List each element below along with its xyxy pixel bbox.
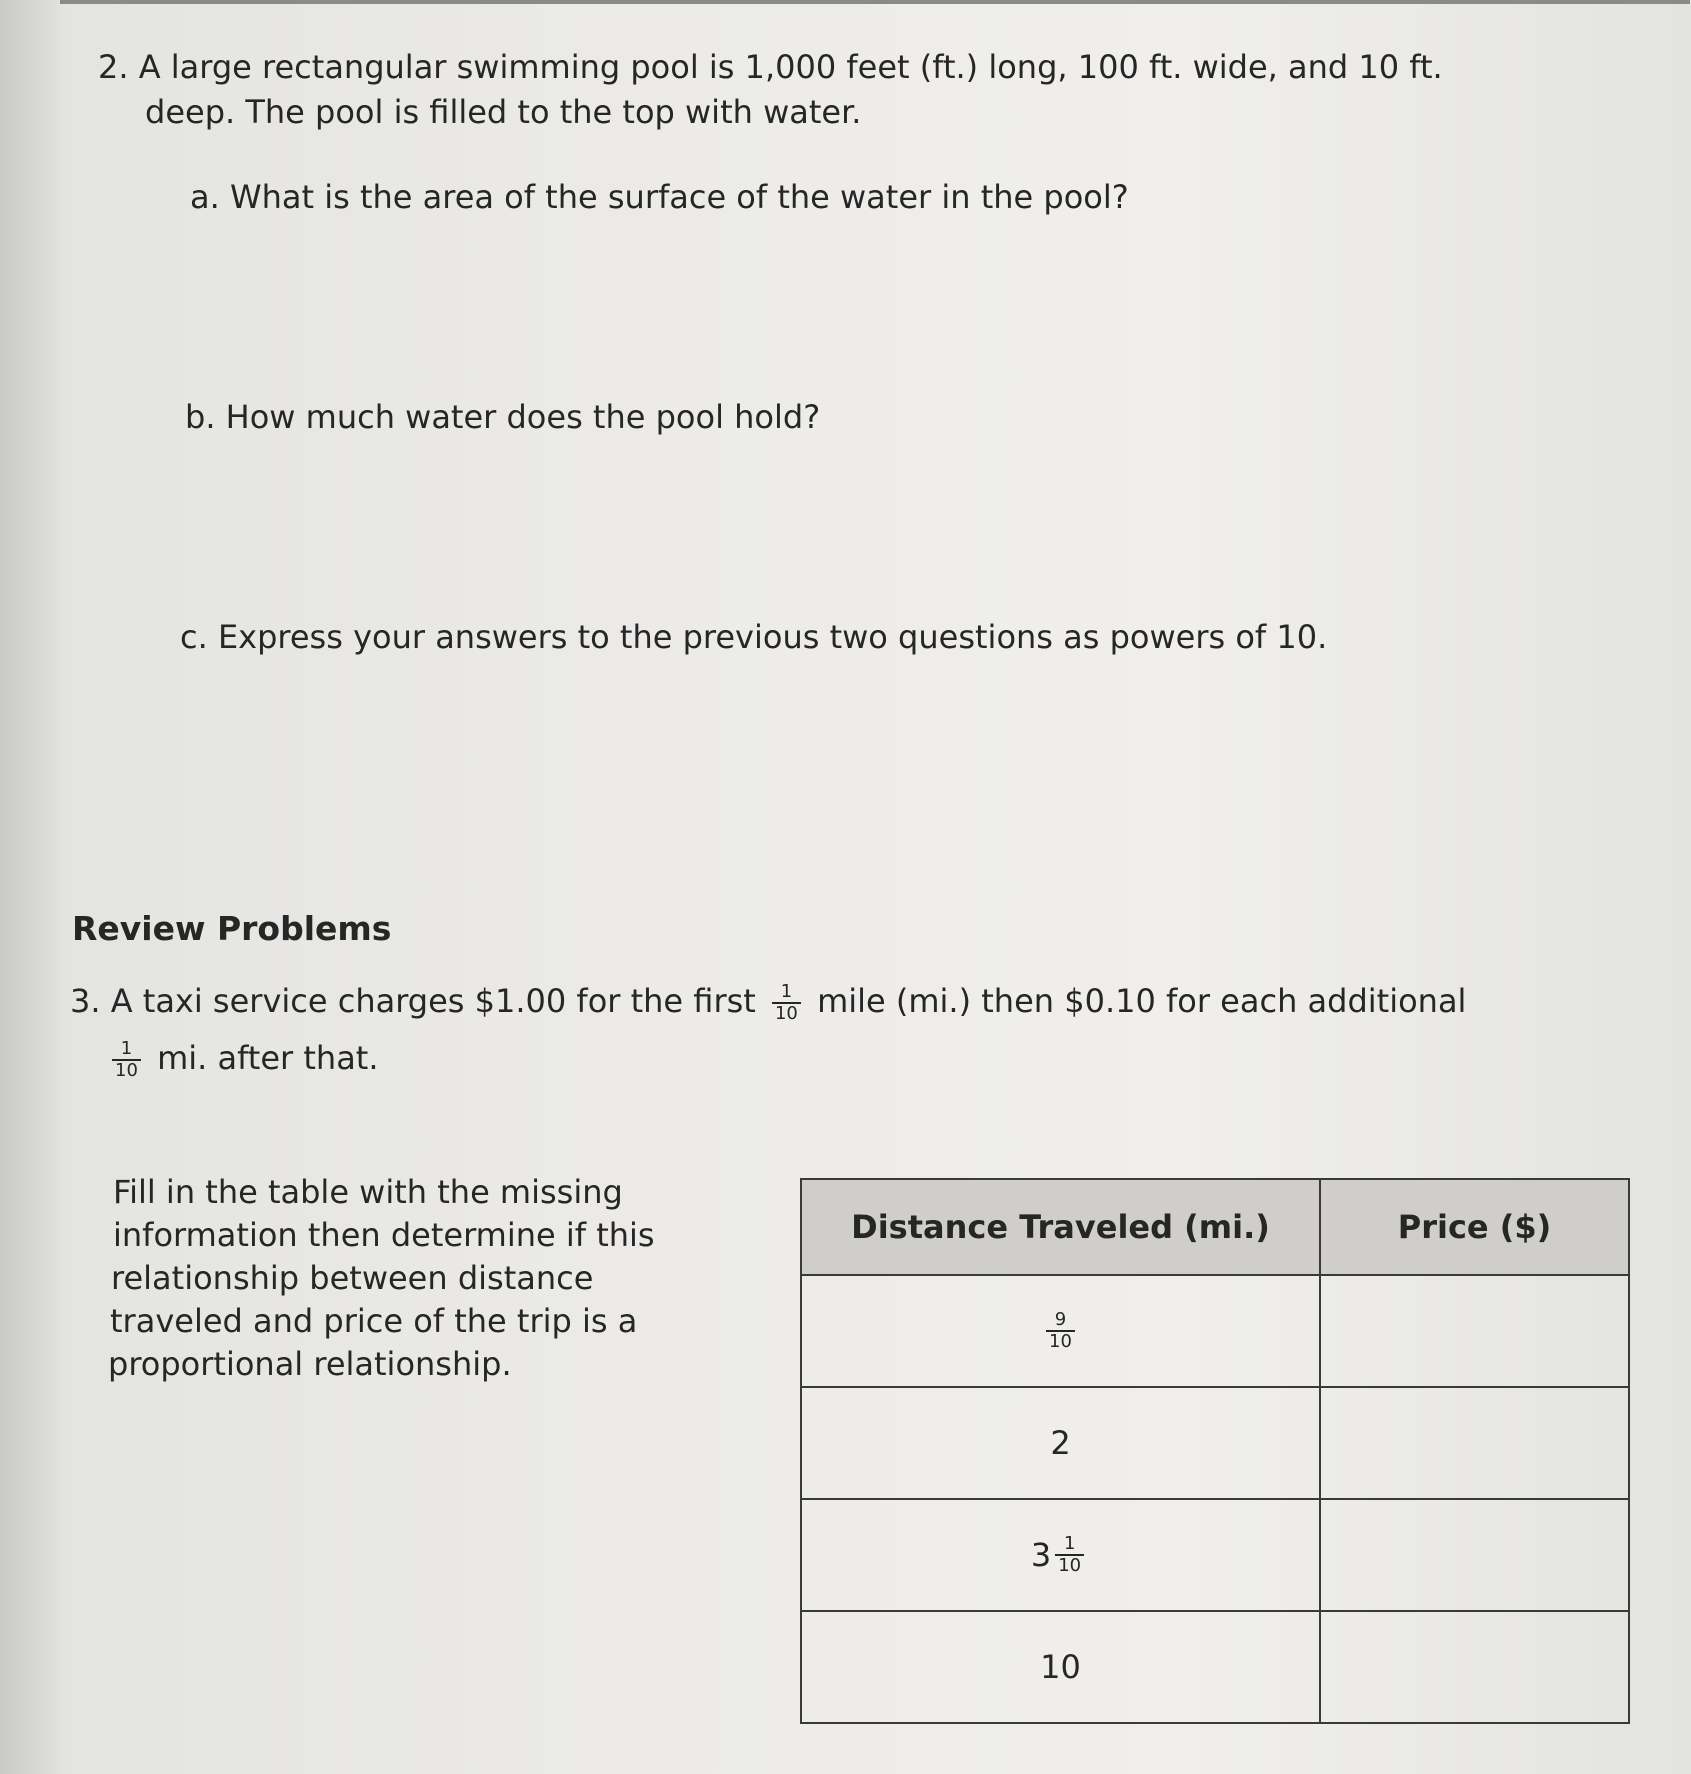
question-2-line-2: deep. The pool is filled to the top with water. (145, 93, 862, 131)
question-3-line-1 (70, 980, 1466, 1024)
question-2a: a. What is the area of the surface of the water in the pool? (190, 178, 1129, 216)
fraction-denominator: 10 (1049, 1331, 1072, 1352)
question-2c: c. Express your answers to the previous two questions as powers of 10. (180, 618, 1328, 656)
fraction-denominator: 10 (115, 1060, 138, 1081)
price-cell[interactable] (1320, 1387, 1629, 1499)
whole-part: 3 (1030, 1536, 1052, 1574)
distance-cell (801, 1499, 1320, 1611)
price-column-header: Price ($) (1320, 1179, 1629, 1275)
top-rule (60, 0, 1690, 4)
distance-cell: 10 (801, 1611, 1320, 1723)
instruction-line: Fill in the table with the missing (113, 1173, 623, 1211)
distance-cell: 2 (801, 1387, 1320, 1499)
question-3-text-1: 3. A taxi service charges $1.00 for the first (70, 982, 756, 1020)
table-row (801, 1611, 1629, 1723)
table-header-row (801, 1179, 1629, 1275)
table-row (801, 1387, 1629, 1499)
price-cell[interactable] (1320, 1499, 1629, 1611)
question-3-line-2 (112, 1037, 379, 1081)
table-row (801, 1275, 1629, 1387)
instruction-line: traveled and price of the trip is a (110, 1302, 638, 1340)
fraction-numerator: 9 (1046, 1310, 1075, 1332)
instruction-line: information then determine if this (113, 1216, 655, 1254)
question-2b: b. How much water does the pool hold? (185, 398, 821, 436)
fraction-denominator: 10 (774, 1003, 798, 1024)
fraction-numerator: 1 (772, 982, 801, 1004)
instruction-line: proportional relationship. (108, 1345, 512, 1383)
price-cell[interactable] (1320, 1275, 1629, 1387)
table-row (801, 1499, 1629, 1611)
fraction-denominator: 10 (1058, 1555, 1082, 1576)
instruction-line: relationship between distance (111, 1259, 594, 1297)
question-3-text-2: mile (mi.) then $0.10 for each additional (817, 982, 1467, 1020)
price-cell[interactable] (1320, 1611, 1629, 1723)
fraction-numerator: 1 (112, 1039, 141, 1061)
distance-fraction (1046, 1310, 1075, 1352)
question-2-line-1: 2. A large rectangular swimming pool is 1,000 feet (ft.) long, 100 ft. wide, and 10 ft. (98, 48, 1443, 86)
distance-cell (801, 1275, 1320, 1387)
question-3-text-3: mi. after that. (157, 1039, 379, 1077)
fraction-one-tenth (772, 982, 801, 1024)
fraction-one-tenth (112, 1039, 141, 1081)
distance-column-header: Distance Traveled (mi.) (801, 1179, 1320, 1275)
distance-fraction (1055, 1534, 1084, 1576)
review-heading: Review Problems (72, 909, 392, 948)
mixed-number (1031, 1534, 1090, 1576)
distance-price-table (800, 1178, 1630, 1724)
fraction-numerator: 1 (1055, 1534, 1084, 1556)
